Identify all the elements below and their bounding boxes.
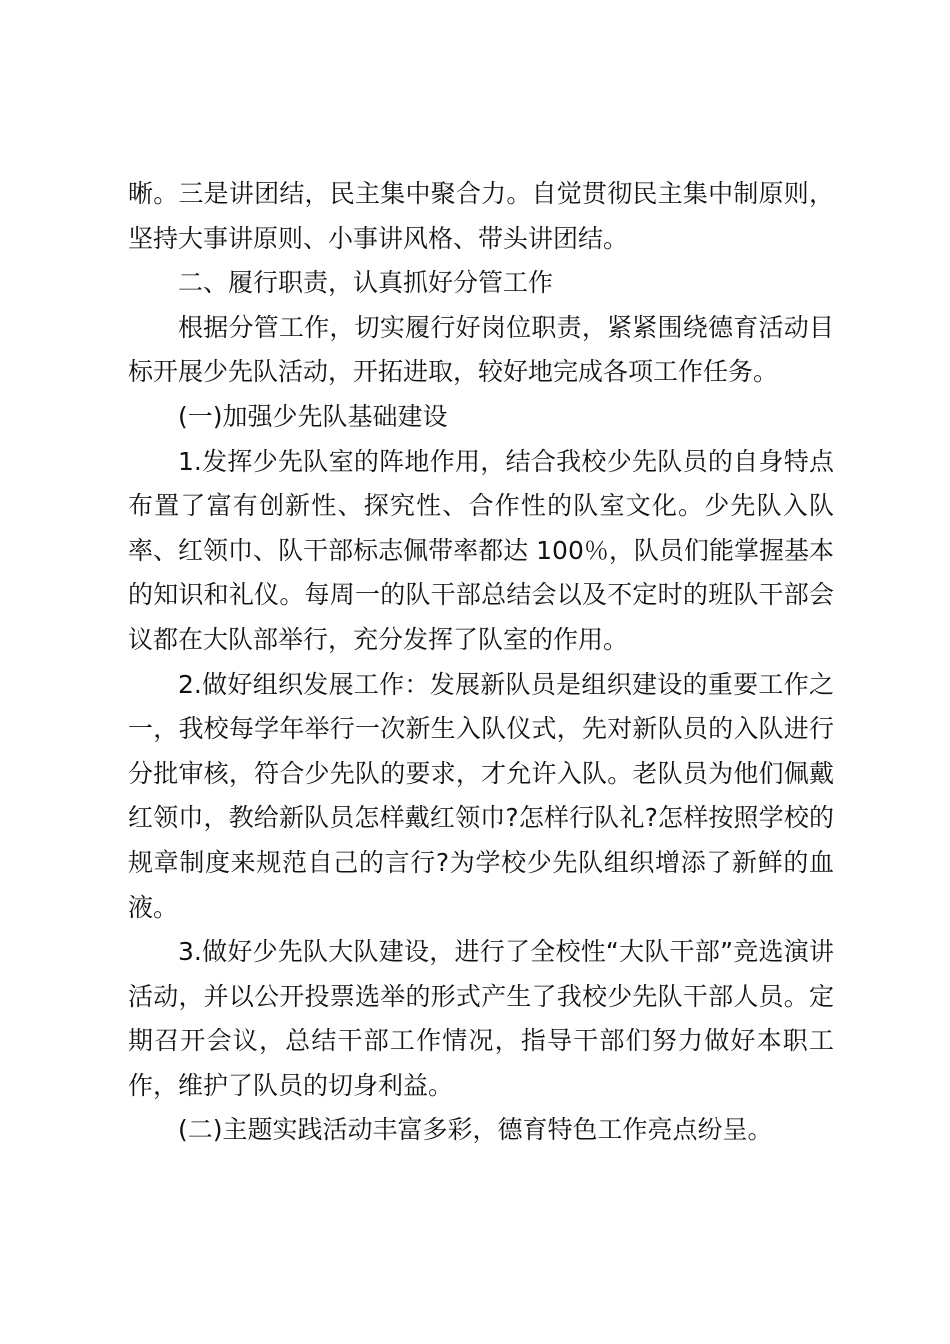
document-body bbox=[128, 172, 834, 1153]
paragraph: 根据分管工作，切实履行好岗位职责，紧紧围绕德育活动目标开展少先队活动，开拓进取，较好地完成各项工作任务。 bbox=[128, 312, 834, 387]
paragraph: 3.做好少先队大队建设，进行了全校性“大队干部”竞选演讲活动，并以公开投票选举的形式产生了我校少先队干部人员。定期召开会议，总结干部工作情况，指导干部们努力做好本职工作，维护了队员的切身利益。 bbox=[128, 937, 834, 1100]
paragraph-continuation: 晰。三是讲团结，民主集中聚合力。自觉贯彻民主集中制原则，坚持大事讲原则、小事讲风格、带头讲团结。 bbox=[128, 179, 834, 253]
paragraph: 2.做好组织发展工作：发展新队员是组织建设的重要工作之一，我校每学年举行一次新生入队仪式，先对新队员的入队进行分批审核，符合少先队的要求，才允许入队。老队员为他们佩戴红领巾，教给新队员怎样戴红领巾?怎样行队礼?怎样按照学校的规章制度来规范自己的言行?为学校少先队组织增添了新鲜的血液。 bbox=[128, 669, 834, 922]
subsection-heading: (一)加强少先队基础建设 bbox=[178, 401, 448, 431]
section-heading: 二、履行职责，认真抓好分管工作 bbox=[178, 268, 554, 298]
subsection-heading: (二)主题实践活动丰富多彩，德育特色工作亮点纷呈。 bbox=[178, 1115, 773, 1145]
paragraph: 1.发挥少先队室的阵地作用，结合我校少先队员的自身特点布置了富有创新性、探究性、合作性的队室文化。少先队入队率、红领巾、队干部标志佩带率都达 100％，队员们能掌握基本的知识和礼仪。每周一的队干部总结会以及不定时的班队干部会议都在大队部举行，充分发挥了队室的作用。 bbox=[128, 446, 834, 654]
